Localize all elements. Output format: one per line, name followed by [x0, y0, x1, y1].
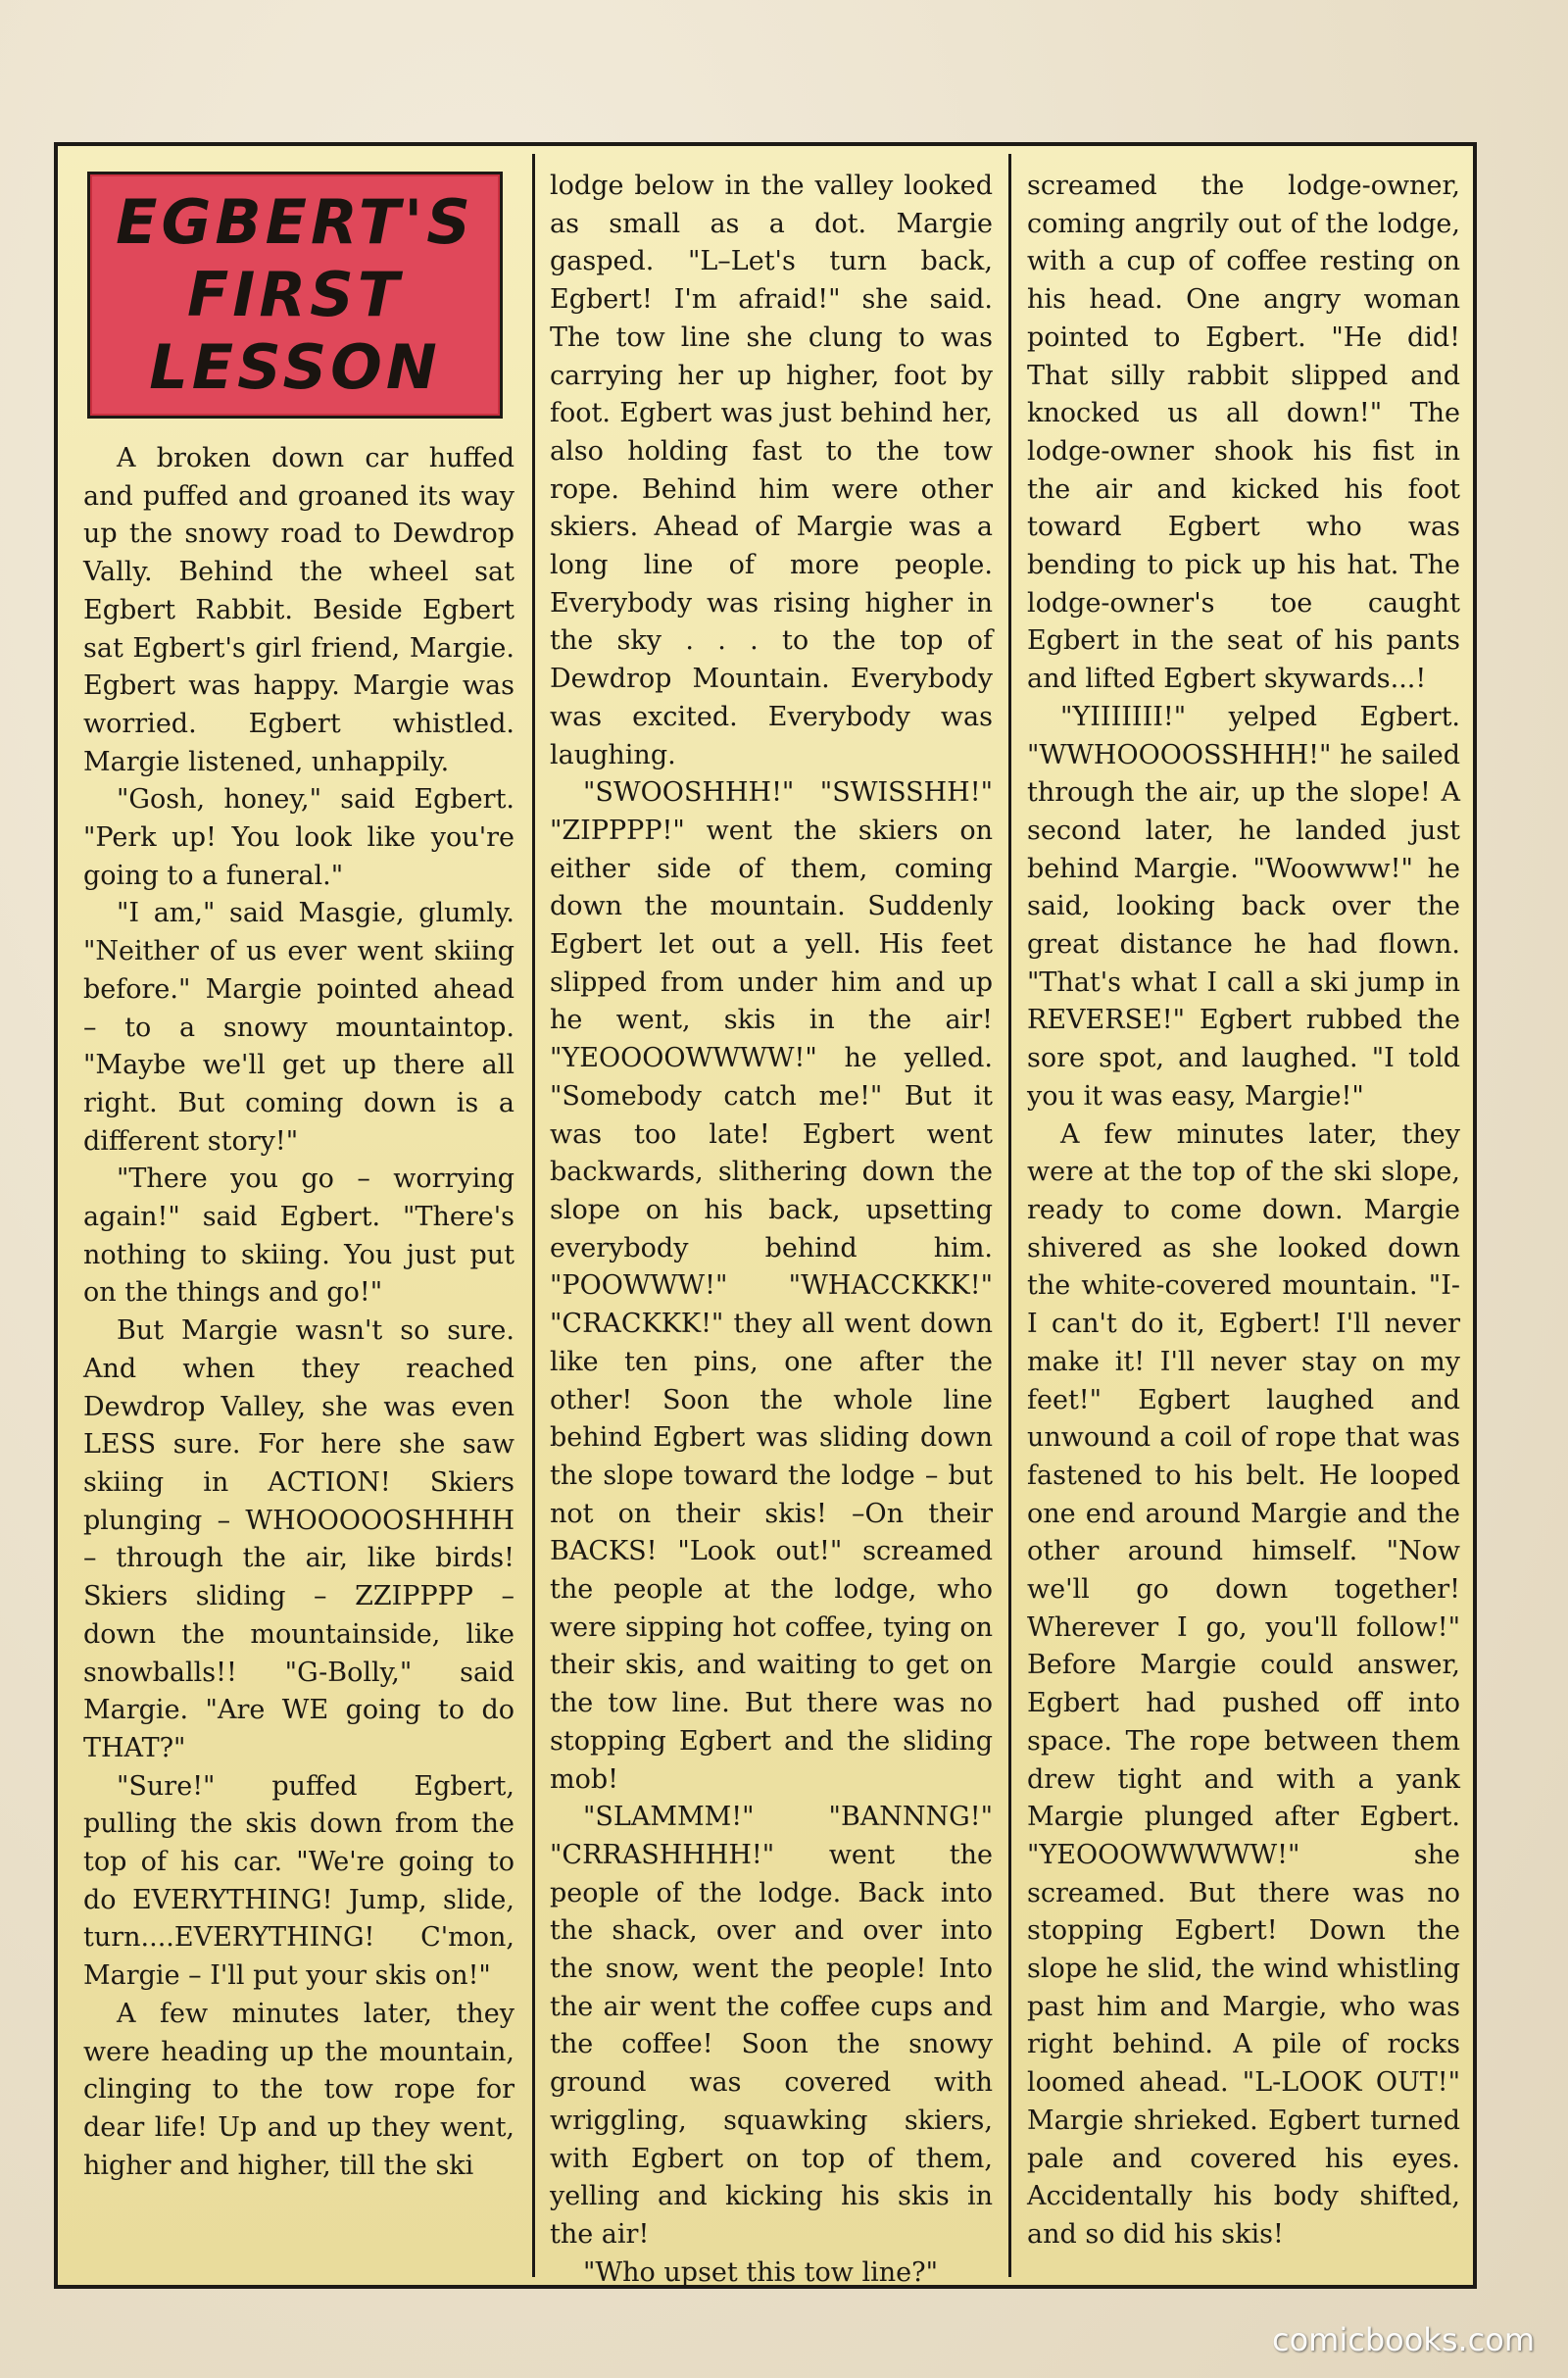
paragraph: "Who upset this tow line?"	[583, 2256, 938, 2288]
story-title-box	[87, 172, 503, 419]
text-column-1	[70, 440, 528, 2267]
paragraph: "Sure!" puffed Egbert, pulling the skis down from the top of his car. "We're going to do EVERYTHING! Jump, slide, turn....EVERYTHING! C'mon, Margie – I'll put your skis on!"	[83, 1770, 514, 1992]
paragraph: "I am," said Masgie, glumly. "Neither of us ever went skiing before." Margie pointed ahead – to a snowy mountaintop. "Maybe we'll get up there all right. But coming down is a different story!"	[83, 898, 514, 1157]
title-line-3: LESSON	[149, 331, 441, 403]
paragraph: A broken down car huffed and puffed and groaned its way up the snowy road to Dewdrop Vally. Behind the wheel sat Egbert Rabbit. Beside Egbert sat Egbert's girl friend, Margie. Egbert was happy. Margie was worried. Egbert whistled. Margie listened, unhappily.	[83, 443, 514, 777]
paragraph: screamed the lodge-owner, coming angrily out of the lodge, with a cup of coffee resting on his head. One angry woman pointed to Egbert. "He did! That silly rabbit slipped and knocked us all down!" The lodge-owner shook his fist in the air and kicked his foot toward Egbert who was bending to pick up his hat. The lodge-owner's toe caught Egbert in the seat of his pants and lifted Egbert skywards...!	[1027, 171, 1460, 695]
column-divider-2	[1008, 154, 1011, 2277]
paragraph: "There you go – worrying again!" said Egbert. "There's nothing to skiing. You just put on the things and go!"	[83, 1164, 514, 1309]
column-divider-1	[532, 154, 535, 2277]
paragraph: A few minutes later, they were heading up the mountain, clinging to the tow rope for dear life! Up and up they went, higher and higher, till the ski	[83, 1998, 514, 2181]
paragraph: But Margie wasn't so sure. And when they reached Dewdrop Valley, she was even LESS sure. For here she saw skiing in ACTION! Skiers plunging – WHOOOOOSHHHH – through the air, like birds! Skiers sliding – ZZIPPPP – down the mountainside, like snowballs!! "G-Bolly," said Margie. "Are WE going to do THAT?"	[83, 1315, 514, 1763]
text-column-2	[536, 168, 1006, 2288]
site-watermark: comicbooks.com	[1271, 2321, 1535, 2358]
story-page	[54, 142, 1477, 2289]
paragraph: "Gosh, honey," said Egbert. "Perk up! You look like you're going to a funeral."	[83, 784, 514, 891]
paragraph: lodge below in the valley looked as small as a dot. Margie gasped. "L–Let's turn back, Egbert! I'm afraid!" she said. The tow line she clung to was carrying her up higher, foot by foot. Egbert was just behind her, also holding fast to the tow rope. Behind him were other skiers. Ahead of Margie was a long line of more people. Everybody was rising higher in the sky . . . to the top of Dewdrop Mountain. Everybody was excited. Everybody was laughing.	[550, 171, 993, 770]
paragraph: "SLAMMM!" "BANNNG!" "CRRASHHHH!" went the people of the lodge. Back into the shack, over and over into the snow, went the people! Into the air went the coffee cups and the coffee! Soon the snowy ground was covered with wriggling, squawking skiers, with Egbert on top of them, yelling and kicking his skis in the air!	[550, 1802, 993, 2250]
title-line-2: FIRST	[186, 259, 404, 330]
paragraph: A few minutes later, they were at the top of the ski slope, ready to come down. Margie shivered as she looked down the white-covered mountain. "I-I can't do it, Egbert! I'll never make it! I'll never stay on my feet!" Egbert laughed and unwound a coil of rope that was fastened to his belt. He looped one end around Margie and the other around himself. "Now we'll go down together! Wherever I go, you'll follow!" Before Margie could answer, Egbert had pushed off into space. The rope between them drew tight and with a yank Margie plunged after Egbert. "YEOOOWWWWW!" she screamed. But there was no stopping Egbert! Down the slope he slid, the wind whistling past him and Margie, who was right behind. A pile of rocks loomed ahead. "L-LOOK OUT!" Margie shrieked. Egbert turned pale and covered his eyes. Accidentally his body shifted, and so did his skis!	[1027, 1118, 1460, 2250]
paragraph: "YIIIIIII!" yelped Egbert. "WWHOOOOSSHHH!" he sailed through the air, up the slope! A second later, he landed just behind Margie. "Woowww!" he said, looking back over the great distance he had flown. "That's what I call a ski jump in REVERSE!" Egbert rubbed the sore spot, and laughed. "I told you it was easy, Margie!"	[1027, 701, 1460, 1112]
title-line-1: EGBERT'S	[116, 186, 474, 258]
text-column-3	[1013, 168, 1474, 2267]
paragraph: "SWOOSHHH!" "SWISSHH!" "ZIPPPP!" went the skiers on either side of them, coming down the mountain. Suddenly Egbert let out a yell. His feet slipped from under him and up he went, skis in the air! "YEOOOOWWWW!" he yelled. "Somebody catch me!" But it was too late! Egbert went backwards, slithering down the slope on his back, upsetting everybody behind him. "POOWWW!" "WHACCKKK!" "CRACKKK!" they all went down like ten pins, one after the other! Soon the whole line behind Egbert was sliding down the slope toward the lodge – but not on their skis! –On their BACKS! "Look out!" screamed the people at the lodge, who were sipping hot coffee, tying on their skis, and waiting to get on the tow line. But there was no stopping Egbert and the sliding mob!	[550, 777, 993, 1795]
